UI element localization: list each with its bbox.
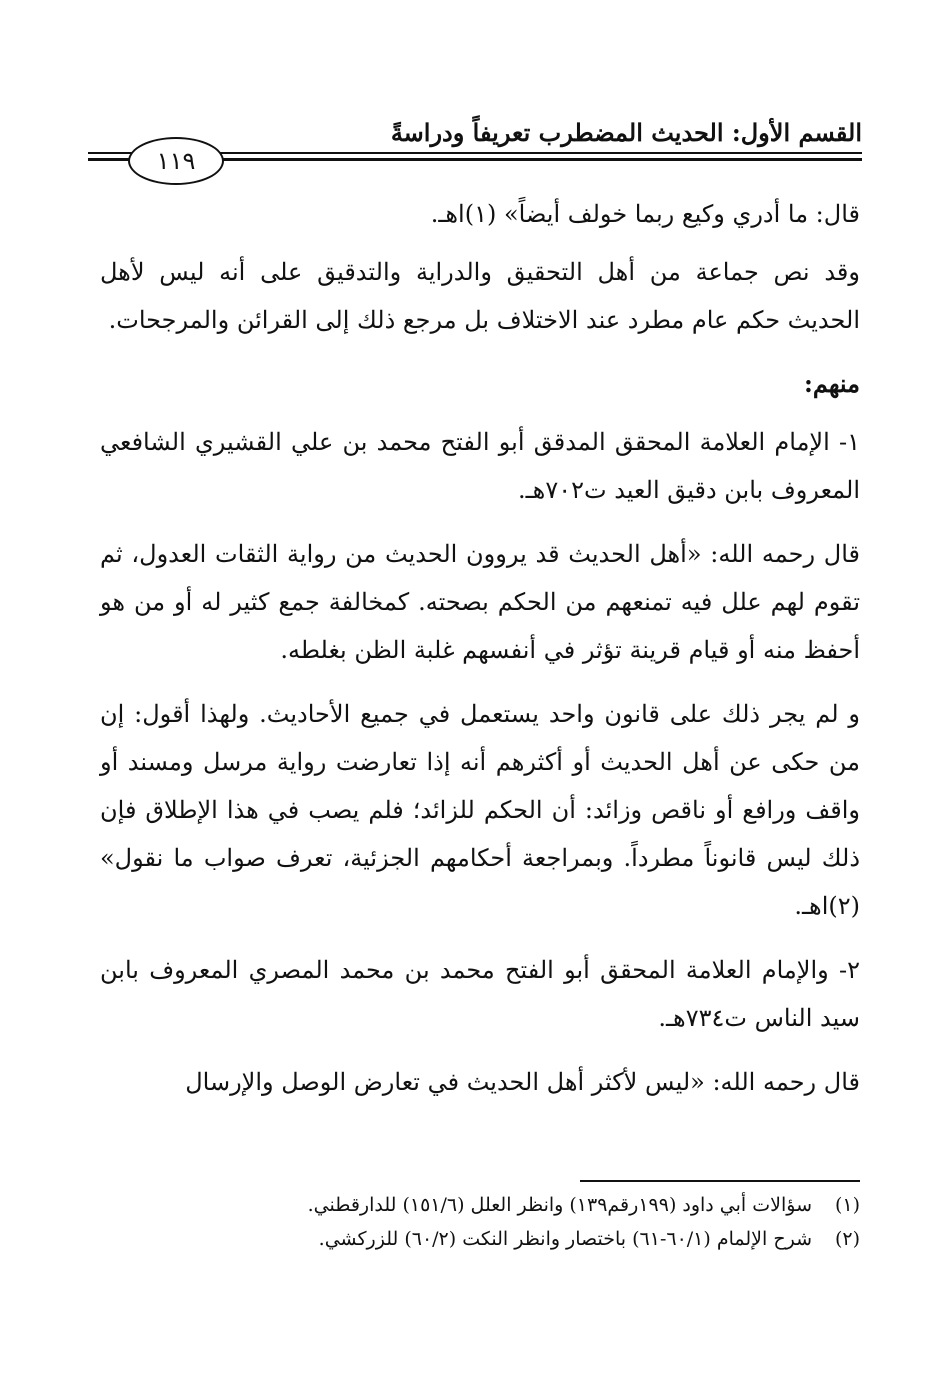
page-number: ١١٩: [128, 137, 224, 185]
footnote-separator: [580, 1180, 860, 1182]
footnote-text: شرح الإلمام (٦٠/١-٦١) باختصار وانظر النكت (٦٠/٢) للزركشي.: [318, 1228, 812, 1250]
paragraph-7: قال رحمه الله: «ليس لأكثر أهل الحديث في تعارض الوصل والإرسال: [185, 1068, 860, 1096]
footnotes: [100, 1188, 860, 1256]
paragraph-2: وقد نص جماعة من أهل التحقيق والدراية والتدقيق على أنه ليس لأهل الحديث حكم عام مطرد عند الاختلاف بل مرجع ذلك إلى القرائن والمرجحات.: [100, 258, 860, 334]
running-header-title: القسم الأول: الحديث المضطرب تعريفاً ودراسةً: [390, 118, 862, 147]
footnote-1: [100, 1188, 860, 1222]
footnote-number: (١): [834, 1194, 860, 1216]
paragraph-6: ٢- والإمام العلامة المحقق أبو الفتح محمد بن محمد المصري المعروف بابن سيد الناس ت٧٣٤هـ.: [100, 956, 860, 1032]
footnote-number: (٢): [834, 1228, 860, 1250]
footnote-2: [100, 1222, 860, 1256]
footnote-text: سؤالات أبي داود (١٩٩رقم١٣٩) وانظر العلل (١٥١/٦) للدارقطني.: [307, 1194, 812, 1216]
section-heading: منهم:: [804, 369, 860, 398]
paragraph-5: و لم يجر ذلك على قانون واحد يستعمل في جميع الأحاديث. ولهذا أقول: إن من حكى عن أهل الحديث أو أكثرهم أنه إذا تعارضت رواية مرسل ومسند أو واقف ورافع أو ناقص وزائد: أن الحكم للزائد؛ فلم يصب في هذا الإطلاق فإن ذلك ليس قانوناً مطرداً. وبمراجعة أحكامهم الجزئية، تعرف صواب ما نقول» (٢)اهـ.: [100, 700, 860, 920]
main-text: [100, 190, 860, 1122]
paragraph-3: ١- الإمام العلامة المحقق المدقق أبو الفتح محمد بن علي القشيري الشافعي المعروف بابن دقيق العيد ت٧٠٢هـ.: [100, 428, 861, 504]
paragraph-1: قال: ما أدري وكيع ربما خولف أيضاً» (١)اهـ.: [430, 200, 860, 228]
paragraph-4: قال رحمه الله: «أهل الحديث قد يروون الحديث من رواية الثقات العدول، ثم تقوم لهم علل فيه تمنعهم من الحكم بصحته. كمخالفة جمع كثير له أو من هو أحفظ منه أو قيام قرينة تؤثر في أنفسهم غلبة الظن بغلطه.: [100, 540, 860, 664]
